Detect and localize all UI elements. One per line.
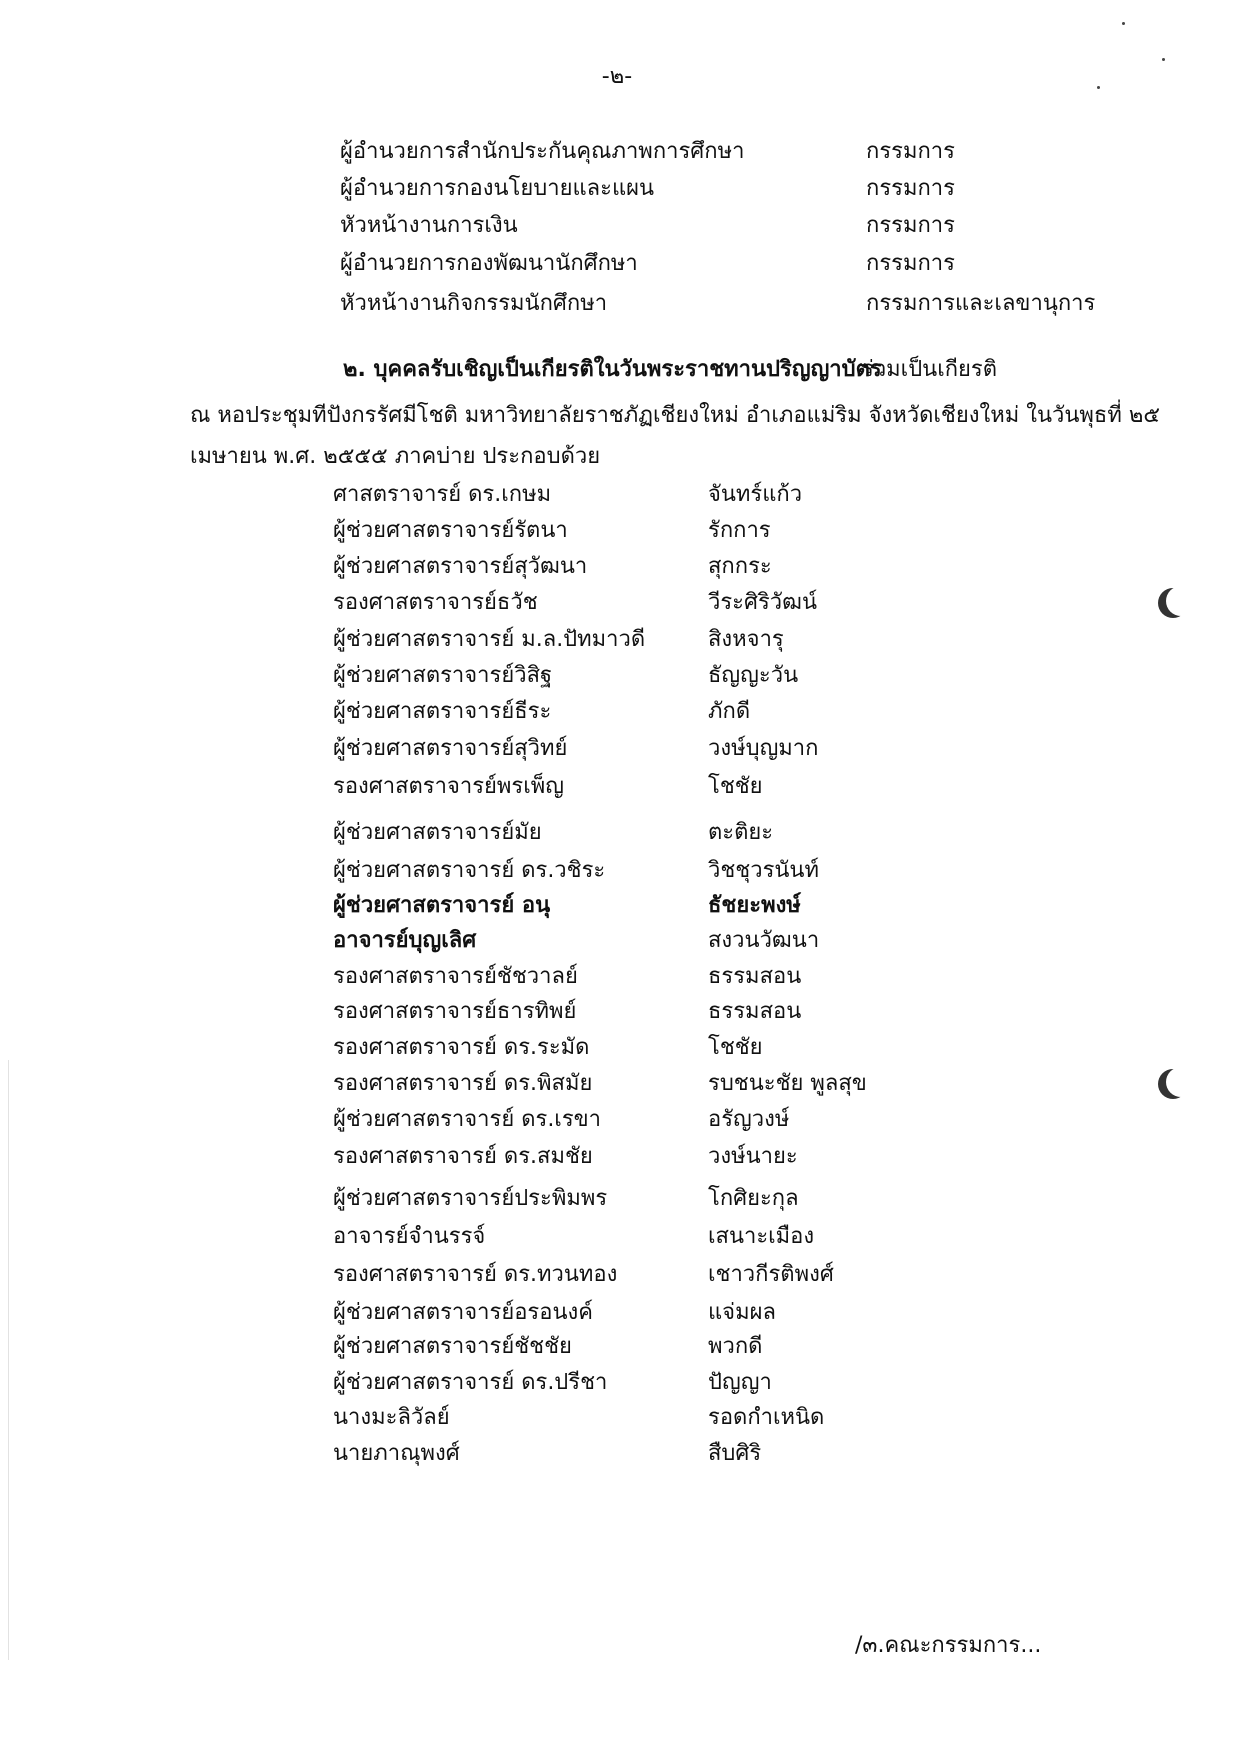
invitee-name: รองศาสตราจารย์ ดร.สมชัย bbox=[333, 1144, 593, 1169]
invitee-name: รองศาสตราจารย์ ดร.พิสมัย bbox=[333, 1071, 593, 1096]
invitee-surname: โกศิยะกุล bbox=[708, 1186, 799, 1211]
invitee-surname: วิชชุวรนันท์ bbox=[708, 858, 819, 883]
invitee-surname: ปัญญา bbox=[708, 1370, 772, 1395]
invitee-name: รองศาสตราจารย์ธวัช bbox=[333, 590, 538, 615]
committee-role: กรรมการและเลขานุการ bbox=[866, 291, 1096, 316]
invitee-name: ผู้ช่วยศาสตราจารย์ชัชชัย bbox=[333, 1334, 572, 1359]
invitee-name: ผู้ช่วยศาสตราจารย์สุวัฒนา bbox=[333, 554, 588, 579]
invitee-surname: ธัชยะพงษ์ bbox=[708, 893, 801, 918]
invitee-surname: สงวนวัฒนา bbox=[708, 928, 820, 953]
invitee-name: ผู้ช่วยศาสตราจารย์สุวิทย์ bbox=[333, 736, 568, 761]
section2-line2: ณ หอประชุมทีปังกรรัศมีโชติ มหาวิทยาลัยราชภัฏเชียงใหม่ อำเภอแม่ริม จังหวัดเชียงใหม่ ในวันพุธที่ ๒๕ bbox=[190, 403, 1160, 428]
invitee-surname: ธรรมสอน bbox=[708, 964, 802, 989]
scan-speck bbox=[1097, 86, 1100, 89]
invitee-surname: ตะติยะ bbox=[708, 820, 774, 845]
committee-title: ผู้อำนวยการสำนักประกันคุณภาพการศึกษา bbox=[340, 139, 745, 164]
scan-edge-line bbox=[8, 1060, 9, 1660]
invitee-name: ผู้ช่วยศาสตราจารย์ ดร.เรขา bbox=[333, 1107, 602, 1132]
invitee-surname: ธรรมสอน bbox=[708, 999, 802, 1024]
continuation-note: /๓.คณะกรรมการ... bbox=[855, 1633, 1042, 1658]
invitee-surname: สุกกระ bbox=[708, 554, 772, 579]
invitee-name: อาจารย์จำนรรจ์ bbox=[333, 1224, 486, 1249]
invitee-surname: อรัญวงษ์ bbox=[708, 1107, 790, 1132]
invitee-name: ผู้ช่วยศาสตราจารย์ ดร.ปรีชา bbox=[333, 1370, 608, 1395]
invitee-surname: แจ่มผล bbox=[708, 1300, 776, 1325]
committee-title: หัวหน้างานการเงิน bbox=[340, 213, 518, 238]
committee-role: กรรมการ bbox=[866, 251, 955, 276]
invitee-name: ผู้ช่วยศาสตราจารย์ประพิมพร bbox=[333, 1186, 608, 1211]
invitee-name: ศาสตราจารย์ ดร.เกษม bbox=[333, 482, 552, 507]
invitee-surname: ภักดี bbox=[708, 699, 751, 724]
invitee-name: รองศาสตราจารย์พรเพ็ญ bbox=[333, 774, 565, 799]
invitee-name: ผู้ช่วยศาสตราจารย์มัย bbox=[333, 820, 542, 845]
invitee-name: อาจารย์บุญเลิศ bbox=[333, 928, 477, 953]
invitee-surname: โชชัย bbox=[708, 774, 763, 799]
committee-role: กรรมการ bbox=[866, 176, 955, 201]
invitee-name: รองศาสตราจารย์ ดร.ระมัด bbox=[333, 1035, 590, 1060]
invitee-surname: รอดกำเหนิด bbox=[708, 1405, 825, 1430]
invitee-surname: เสนาะเมือง bbox=[708, 1224, 815, 1249]
invitee-surname: รักการ bbox=[708, 518, 771, 543]
invitee-name: ผู้ช่วยศาสตราจารย์ธีระ bbox=[333, 699, 552, 724]
invitee-name: ผู้ช่วยศาสตราจารย์ ม.ล.ปัทมาวดี bbox=[333, 627, 646, 652]
committee-title: ผู้อำนวยการกองพัฒนานักศึกษา bbox=[340, 251, 638, 276]
section2-line3: เมษายน พ.ศ. ๒๕๕๕ ภาคบ่าย ประกอบด้วย bbox=[190, 444, 601, 469]
invitee-name: นายภาณุพงศ์ bbox=[333, 1441, 460, 1466]
invitee-surname: สืบศิริ bbox=[708, 1441, 762, 1466]
section2-heading-tail: ร่วมเป็นเกียรติ bbox=[862, 357, 998, 382]
invitee-name: ผู้ช่วยศาสตราจารย์อรอนงค์ bbox=[333, 1300, 593, 1325]
scan-speck bbox=[1162, 58, 1165, 61]
invitee-surname: วีระศิริวัฒน์ bbox=[708, 590, 818, 615]
invitee-surname: จันทร์แก้ว bbox=[708, 482, 803, 507]
committee-title: ผู้อำนวยการกองนโยบายและแผน bbox=[340, 176, 655, 201]
page-number: -๒- bbox=[601, 64, 633, 89]
invitee-name: ผู้ช่วยศาสตราจารย์ ดร.วชิระ bbox=[333, 858, 606, 883]
invitee-surname: วงษ์นายะ bbox=[708, 1144, 798, 1169]
binder-hole-mark bbox=[1166, 586, 1196, 616]
invitee-name: รองศาสตราจารย์ธารทิพย์ bbox=[333, 999, 577, 1024]
committee-role: กรรมการ bbox=[866, 139, 955, 164]
invitee-name: ผู้ช่วยศาสตราจารย์วิสิฐ bbox=[333, 663, 553, 688]
invitee-name: ผู้ช่วยศาสตราจารย์ อนุ bbox=[333, 893, 551, 918]
invitee-surname: ธัญญะวัน bbox=[708, 663, 799, 688]
scan-speck bbox=[1122, 22, 1125, 25]
invitee-surname: วงษ์บุญมาก bbox=[708, 736, 819, 761]
invitee-surname: เชาวกีรติพงศ์ bbox=[708, 1262, 834, 1287]
section2-heading: ๒. บุคคลรับเชิญเป็นเกียรติในวันพระราชทานปริญญาบัตร bbox=[343, 357, 882, 382]
binder-hole-mark bbox=[1166, 1067, 1196, 1097]
invitee-surname: รบชนะชัย พูลสุข bbox=[708, 1071, 867, 1096]
committee-role: กรรมการ bbox=[866, 213, 955, 238]
committee-title: หัวหน้างานกิจกรรมนักศึกษา bbox=[340, 291, 608, 316]
invitee-name: นางมะลิวัลย์ bbox=[333, 1405, 450, 1430]
invitee-name: รองศาสตราจารย์ ดร.ทวนทอง bbox=[333, 1262, 618, 1287]
invitee-surname: โชชัย bbox=[708, 1035, 763, 1060]
invitee-name: รองศาสตราจารย์ชัชวาลย์ bbox=[333, 964, 578, 989]
invitee-name: ผู้ช่วยศาสตราจารย์รัตนา bbox=[333, 518, 568, 543]
invitee-surname: พวกดี bbox=[708, 1334, 763, 1359]
invitee-surname: สิงหจารุ bbox=[708, 627, 784, 652]
